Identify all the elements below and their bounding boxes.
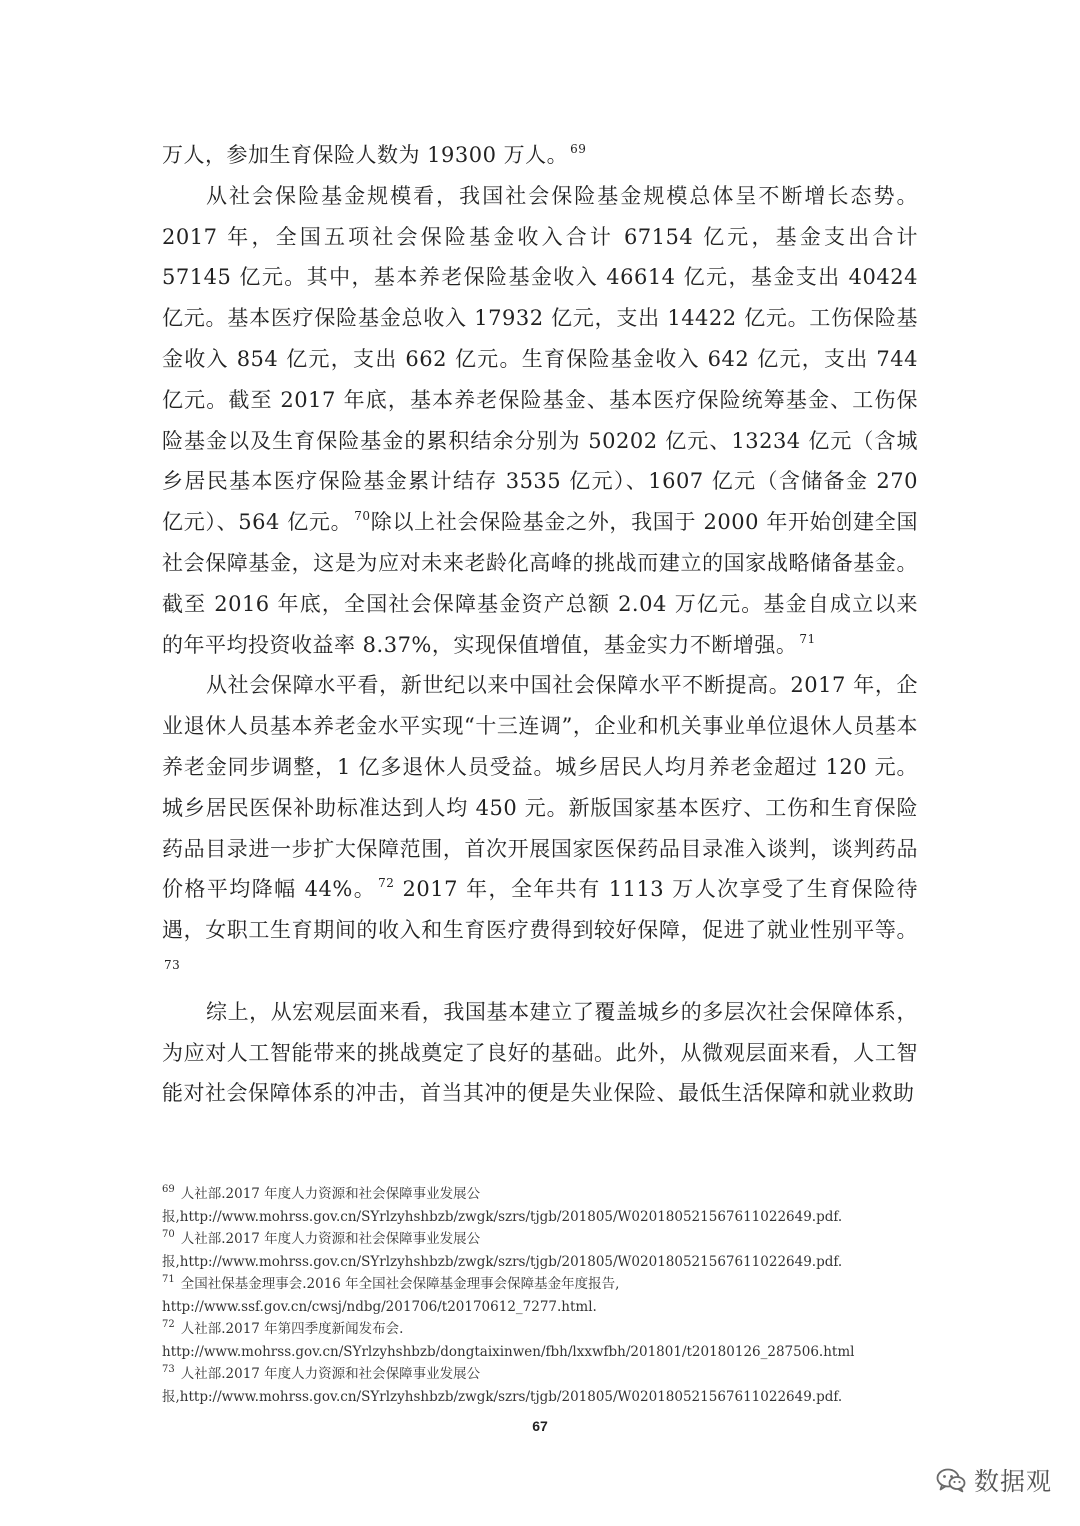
paragraph-text: 除以上社会保险基金之外，我国于 2000 年开始创建全国社会保障基金，这是为应对未来老龄化高峰的挑战而建立的国家战略储备基金。截至 2016 年底，全国社会保障基金资产总额 2.04 万亿元。基金自成立以来的年平均投资收益率 8.37%，实现保值增值，基金实力不断增强。	[162, 510, 918, 657]
footnotes	[162, 1183, 922, 1408]
footnote-ref[interactable]: 70	[354, 509, 371, 524]
footnote-link[interactable]: 报,http://www.mohrss.gov.cn/SYrlzyhshbzb/zwgk/szrs/tjgb/201805/W020180521567611022649.pdf.	[162, 1208, 843, 1225]
footnote-text: 全国社保基金理事会.2016 年全国社会保障基金理事会保障基金年度报告,	[180, 1276, 620, 1292]
footnote-ref[interactable]: 71	[799, 631, 816, 646]
paragraph-text: 万人，参加生育保险人数为 19300 万人。	[162, 143, 569, 167]
footnote-text: 人社部.2017 年度人力资源和社会保障事业发展公	[180, 1186, 481, 1202]
paragraph-3	[162, 665, 918, 991]
paragraph-text: 综上，从宏观层面来看，我国基本建立了覆盖城乡的多层次社会保障体系，为应对人工智能带来的挑战奠定了良好的基础。此外，从微观层面来看，人工智能对社会保障体系的冲击，首当其冲的便是失业保险、最低生活保障和就业救助	[162, 999, 918, 1106]
footnote-number: 69	[162, 1184, 175, 1195]
body-text	[162, 135, 918, 1114]
wechat-icon	[936, 1467, 966, 1493]
footnote-text: 人社部.2017 年度人力资源和社会保障事业发展公	[180, 1231, 481, 1247]
footnote-69	[162, 1183, 922, 1228]
footnote-number: 72	[162, 1319, 175, 1330]
paragraph-4	[162, 992, 918, 1114]
footnote-link[interactable]: 报,http://www.mohrss.gov.cn/SYrlzyhshbzb/zwgk/szrs/tjgb/201805/W020180521567611022649.pdf.	[162, 1253, 843, 1270]
paragraph-2	[162, 176, 918, 666]
footnote-70	[162, 1228, 922, 1273]
footnote-link[interactable]: http://www.mohrss.gov.cn/SYrlzyhshbzb/dongtaixinwen/fbh/lxxwfbh/201801/t20180126_287506.html	[162, 1343, 855, 1360]
page-number: 67	[532, 1418, 548, 1434]
footnote-text: 人社部.2017 年度人力资源和社会保障事业发展公	[180, 1366, 481, 1382]
watermark-text: 数据观	[974, 1467, 1053, 1496]
paragraph-text: 从社会保险基金规模看，我国社会保险基金规模总体呈不断增长态势。2017 年，全国五项社会保险基金收入合计 67154 亿元，基金支出合计 57145 亿元。其中，基本养老保险基金收入 46614 亿元，基金支出 40424 亿元。基本医疗保险基金总收入 17932 亿元，支出 14422 亿元。工伤保险基金收入 854 亿元，支出 662 亿元。生育保险基金收入 642 亿元，支出 744 亿元。截至 2017 年底，基本养老保险基金、基本医疗保险统筹基金、工伤保险基金以及生育保险基金的累积结余分别为 50202 亿元、13234 亿元（含城乡居民基本医疗保险基金累计结存 3535 亿元）、1607 亿元（含储备金 270 亿元）、564 亿元。	[162, 183, 918, 535]
footnote-link[interactable]: 报,http://www.mohrss.gov.cn/SYrlzyhshbzb/zwgk/szrs/tjgb/201805/W020180521567611022649.pdf.	[162, 1388, 843, 1405]
paragraph-1	[162, 135, 918, 176]
footnote-number: 73	[162, 1364, 175, 1375]
footnote-ref[interactable]: 69	[570, 142, 587, 156]
footnote-number: 71	[162, 1274, 175, 1285]
footnote-number: 70	[162, 1229, 175, 1240]
footnote-ref[interactable]: 73	[164, 957, 181, 972]
footnote-73	[162, 1363, 922, 1408]
footnote-text: 人社部.2017 年第四季度新闻发布会.	[180, 1321, 404, 1337]
paragraph-text: 从社会保障水平看，新世纪以来中国社会保障水平不断提高。2017 年，企业退休人员基本养老金水平实现“十三连调”，企业和机关事业单位退休人员基本养老金同步调整，1 亿多退休人员受益。城乡居民人均月养老金超过 120 元。城乡居民医保补助标准达到人均 450 元。新版国家基本医疗、工伤和生育保险药品目录进一步扩大保障范围，首次开展国家医保药品目录准入谈判，谈判药品价格平均降幅 44%。	[162, 673, 918, 902]
paragraph-text: 2017 年，全年共有 1113 万人次享受了生育保险待遇，女职工生育期间的收入和生育医疗费得到较好保障，促进了就业性别平等。	[162, 877, 918, 943]
footnote-71	[162, 1273, 922, 1318]
footnote-72	[162, 1318, 922, 1363]
watermark	[936, 1460, 1052, 1500]
footnote-ref[interactable]: 72	[378, 876, 395, 891]
footnote-link[interactable]: http://www.ssf.gov.cn/cwsj/ndbg/201706/t20170612_7277.html.	[162, 1298, 597, 1315]
